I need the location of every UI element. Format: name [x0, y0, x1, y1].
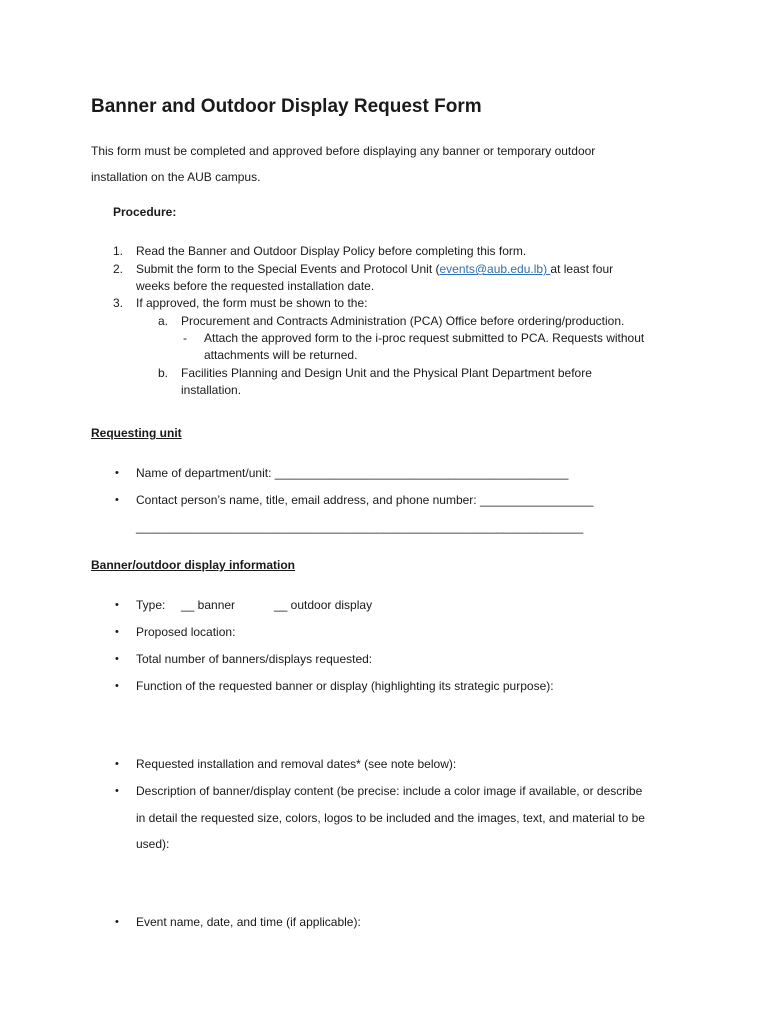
- procedure-item-3-text: If approved, the form must be shown to the:: [136, 296, 368, 310]
- description-label-line-3: used):: [136, 837, 170, 851]
- bullet-marker: •: [115, 653, 119, 665]
- bullet-marker: •: [115, 626, 119, 638]
- procedure-item-2-number: 2.: [113, 262, 124, 276]
- procedure-item-2-text: [136, 261, 613, 278]
- sub-item-a-text: Procurement and Contracts Administration (PCA) Office before ordering/production.: [181, 314, 625, 328]
- function-label: Function of the requested banner or display (highlighting its strategic purpose):: [136, 679, 554, 693]
- sub-item-a-label: a.: [158, 314, 169, 328]
- banner-info-heading: Banner/outdoor display information: [91, 558, 296, 572]
- bullet-marker: •: [115, 467, 119, 479]
- type-banner-option[interactable]: __ banner: [181, 598, 236, 612]
- contact-person-field[interactable]: Contact person’s name, title, email address, and phone number: _________________: [136, 493, 594, 507]
- requesting-unit-heading: Requesting unit: [91, 426, 182, 440]
- bullet-marker: •: [115, 494, 119, 506]
- procedure-item-1-text: Read the Banner and Outdoor Display Policy before completing this form.: [136, 244, 527, 258]
- dash-item-text: Attach the approved form to the i-proc request submitted to PCA. Requests without: [204, 331, 645, 345]
- department-name-field[interactable]: Name of department/unit: ____________________________________________: [136, 466, 569, 480]
- intro-line-1: This form must be completed and approved before displaying any banner or temporary outdoor: [91, 144, 596, 158]
- page-title: Banner and Outdoor Display Request Form: [91, 96, 482, 117]
- description-label-line-1: Description of banner/display content (be precise: include a color image if available, or describe: [136, 784, 643, 798]
- intro-line-2: installation on the AUB campus.: [91, 170, 261, 184]
- bullet-marker: •: [115, 758, 119, 770]
- procedure-item-2-text-b: at least four: [550, 262, 614, 276]
- procedure-item-2-text-a: Submit the form to the Special Events and Protocol Unit (: [136, 262, 440, 276]
- sub-item-b-text: Facilities Planning and Design Unit and the Physical Plant Department before: [181, 366, 592, 380]
- bullet-marker: •: [115, 599, 119, 611]
- contact-person-field-continuation[interactable]: ___________________________________________________________________: [136, 520, 584, 534]
- events-email-link[interactable]: events@aub.edu.lb): [439, 262, 551, 276]
- sub-item-b-label: b.: [158, 366, 169, 380]
- dash-item-continuation: attachments will be returned.: [204, 348, 358, 362]
- total-number-label: Total number of banners/displays requested:: [136, 652, 373, 666]
- description-label-line-2: in detail the requested size, colors, logos to be included and the images, text, and material to be: [136, 811, 645, 825]
- event-details-label: Event name, date, and time (if applicable):: [136, 915, 361, 929]
- bullet-marker: •: [115, 680, 119, 692]
- installation-dates-label: Requested installation and removal dates* (see note below):: [136, 757, 457, 771]
- type-outdoor-display-option[interactable]: __ outdoor display: [274, 598, 373, 612]
- type-label: Type:: [136, 598, 166, 612]
- bullet-marker: •: [115, 916, 119, 928]
- procedure-item-2-continuation: weeks before the requested installation date.: [136, 279, 375, 293]
- intro-paragraph: [91, 138, 691, 190]
- dash-item-marker: -: [183, 331, 187, 345]
- bullet-marker: •: [115, 785, 119, 797]
- sub-item-b-continuation: installation.: [181, 383, 242, 397]
- procedure-item-3-number: 3.: [113, 296, 124, 310]
- procedure-item-1-number: 1.: [113, 244, 124, 258]
- proposed-location-label: Proposed location:: [136, 625, 236, 639]
- procedure-label: Procedure:: [113, 205, 177, 219]
